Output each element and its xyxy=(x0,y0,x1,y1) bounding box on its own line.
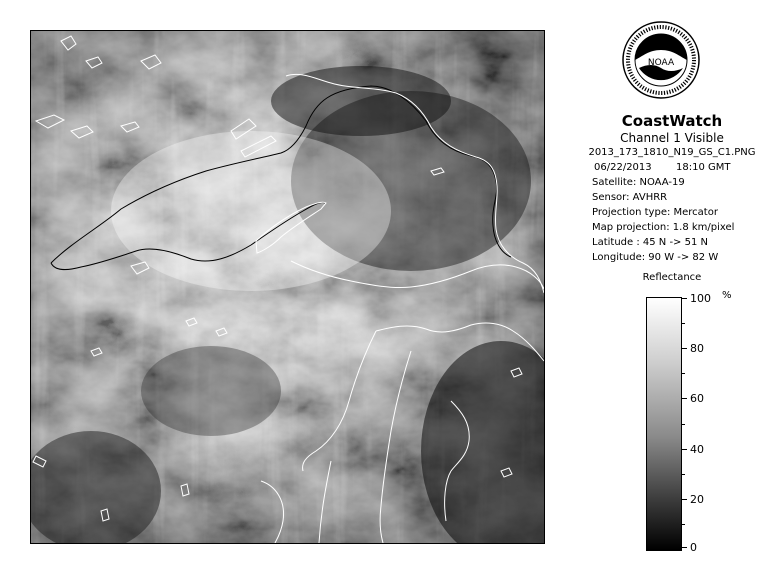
info-panel xyxy=(562,113,782,265)
satellite-image xyxy=(30,30,545,544)
map-projection-label: Map projection: 1.8 km/pixel xyxy=(592,222,735,233)
noaa-seal-icon xyxy=(621,20,701,100)
channel-label: Channel 1 Visible xyxy=(620,131,724,145)
colorbar-ticks xyxy=(681,292,741,554)
tick-40: 40 xyxy=(681,444,741,456)
latitude-label: Latitude : 45 N -> 51 N xyxy=(592,237,708,248)
sensor-label: Sensor: AVHRR xyxy=(592,192,668,203)
reflectance-colorbar xyxy=(646,297,682,551)
app-title: CoastWatch xyxy=(621,112,723,130)
tick-0: 0 xyxy=(681,542,741,554)
datetime-row xyxy=(562,160,782,175)
legend-unit: % xyxy=(722,290,732,301)
tick-20: 20 xyxy=(681,494,741,506)
time-label: 18:10 GMT xyxy=(676,162,731,173)
legend-title: Reflectance xyxy=(642,272,702,283)
satellite-label: Satellite: NOAA-19 xyxy=(592,177,685,188)
noaa-logo xyxy=(621,20,701,100)
tick-100: 100 xyxy=(681,293,741,305)
projection-type-label: Projection type: Mercator xyxy=(592,207,718,218)
cloud-imagery xyxy=(31,31,544,543)
tick-80: 80 xyxy=(681,343,741,355)
date-label: 06/22/2013 xyxy=(594,162,652,173)
noaa-logo-text: NOAA xyxy=(647,58,675,68)
tick-60: 60 xyxy=(681,393,741,405)
filename-label: 2013_173_1810_N19_GS_C1.PNG xyxy=(588,147,756,158)
longitude-label: Longitude: 90 W -> 82 W xyxy=(592,252,719,263)
